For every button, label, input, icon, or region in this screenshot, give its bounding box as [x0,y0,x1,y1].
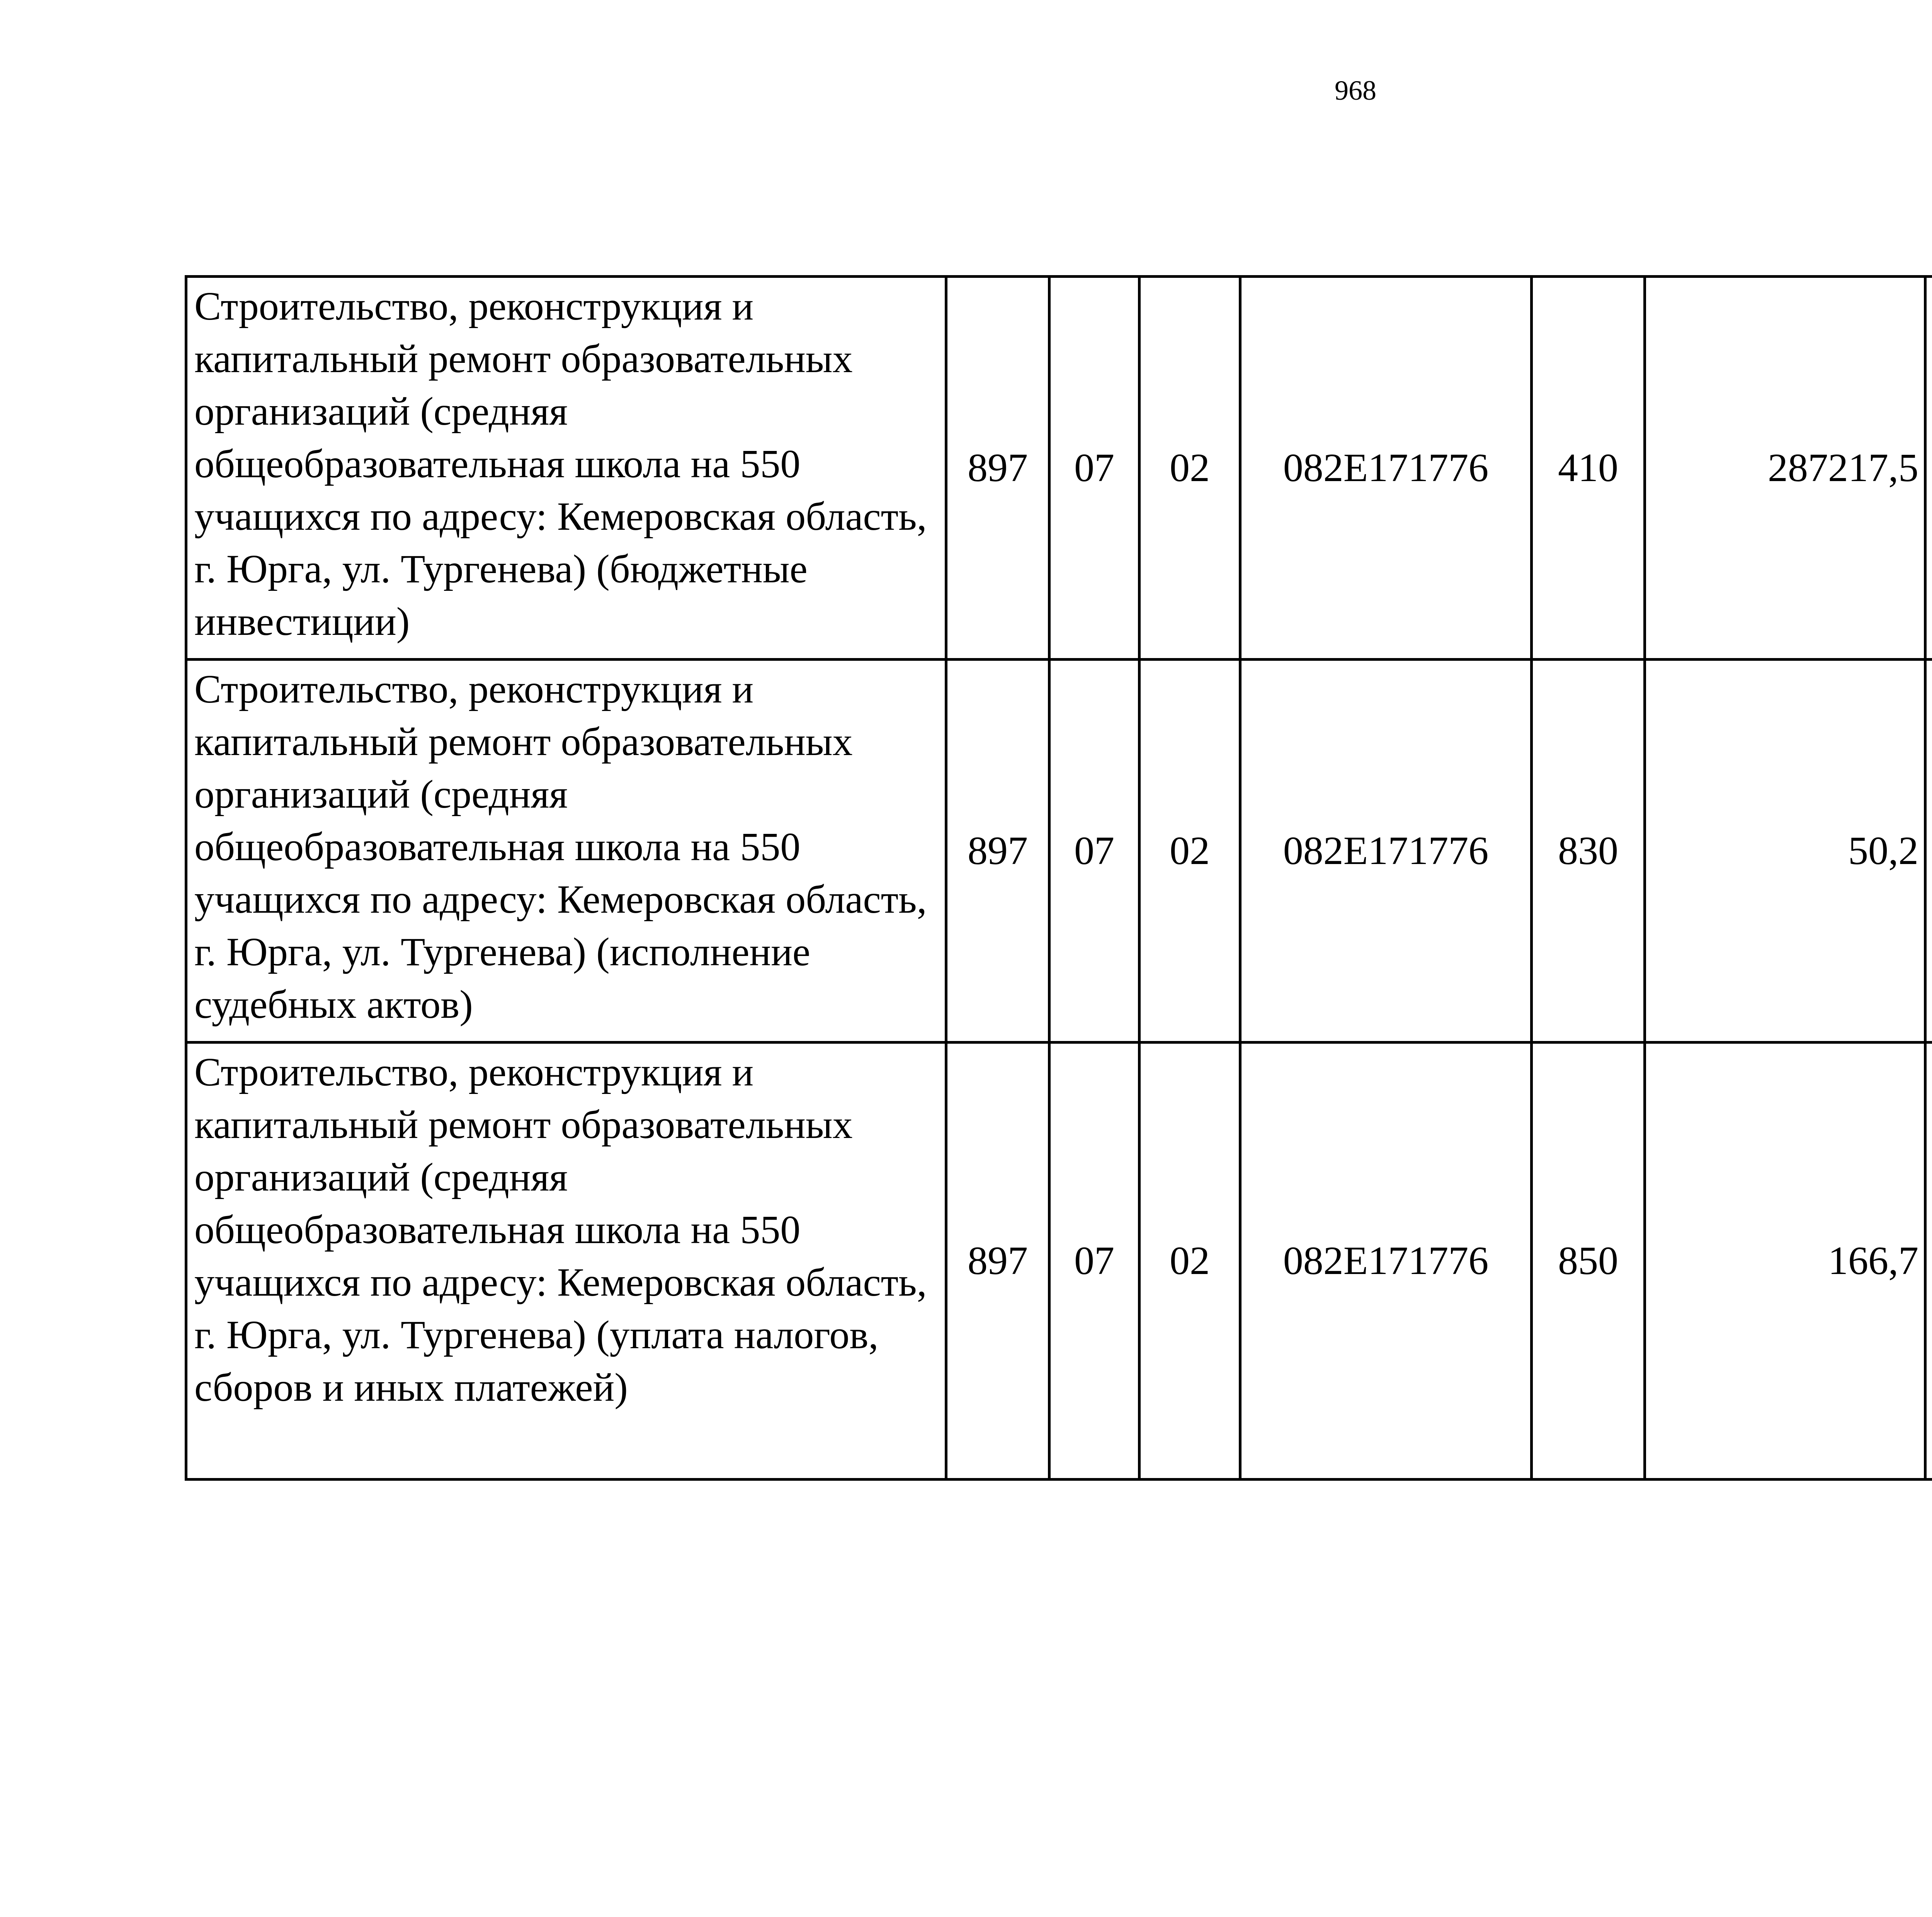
subsection-code: 02 [1139,1043,1240,1480]
row-description: Строительство, реконструкция и капитальный ремонт образовательных организаций (средняя общеобразовательная школа на 550 учащихся по адресу: Кемеровская область, г. Юрга, ул. Тургенева) (уплата налогов, сборов и иных платежей) [186,1043,946,1480]
table-row [186,277,1932,660]
table-row [186,1043,1932,1480]
expense-type-code: 410 [1532,277,1645,660]
expense-type-code: 850 [1532,1043,1645,1480]
amount-2 [1925,1043,1932,1480]
expense-type-code: 830 [1532,660,1645,1043]
target-article-code: 082E171776 [1240,660,1532,1043]
section-code: 07 [1049,277,1139,660]
target-article-code: 082E171776 [1240,277,1532,660]
row-description: Строительство, реконструкция и капитальный ремонт образовательных организаций (средняя общеобразовательная школа на 550 учащихся по адресу: Кемеровская область, г. Юрга, ул. Тургенева) (бюджетные инвестиции) [186,277,946,660]
ministry-code: 897 [946,277,1049,660]
budget-table [185,275,1932,1481]
amount-1: 287217,5 [1645,277,1925,660]
ministry-code: 897 [946,1043,1049,1480]
page-number: 968 [1335,75,1376,106]
subsection-code: 02 [1139,277,1240,660]
target-article-code: 082E171776 [1240,1043,1532,1480]
row-description: Строительство, реконструкция и капитальный ремонт образовательных организаций (средняя общеобразовательная школа на 550 учащихся по адресу: Кемеровская область, г. Юрга, ул. Тургенева) (исполнение судебных актов) [186,660,946,1043]
section-code: 07 [1049,660,1139,1043]
amount-1: 50,2 [1645,660,1925,1043]
amount-2 [1925,660,1932,1043]
table-row [186,660,1932,1043]
ministry-code: 897 [946,660,1049,1043]
subsection-code: 02 [1139,660,1240,1043]
amount-2 [1925,277,1932,660]
amount-1: 166,7 [1645,1043,1925,1480]
section-code: 07 [1049,1043,1139,1480]
